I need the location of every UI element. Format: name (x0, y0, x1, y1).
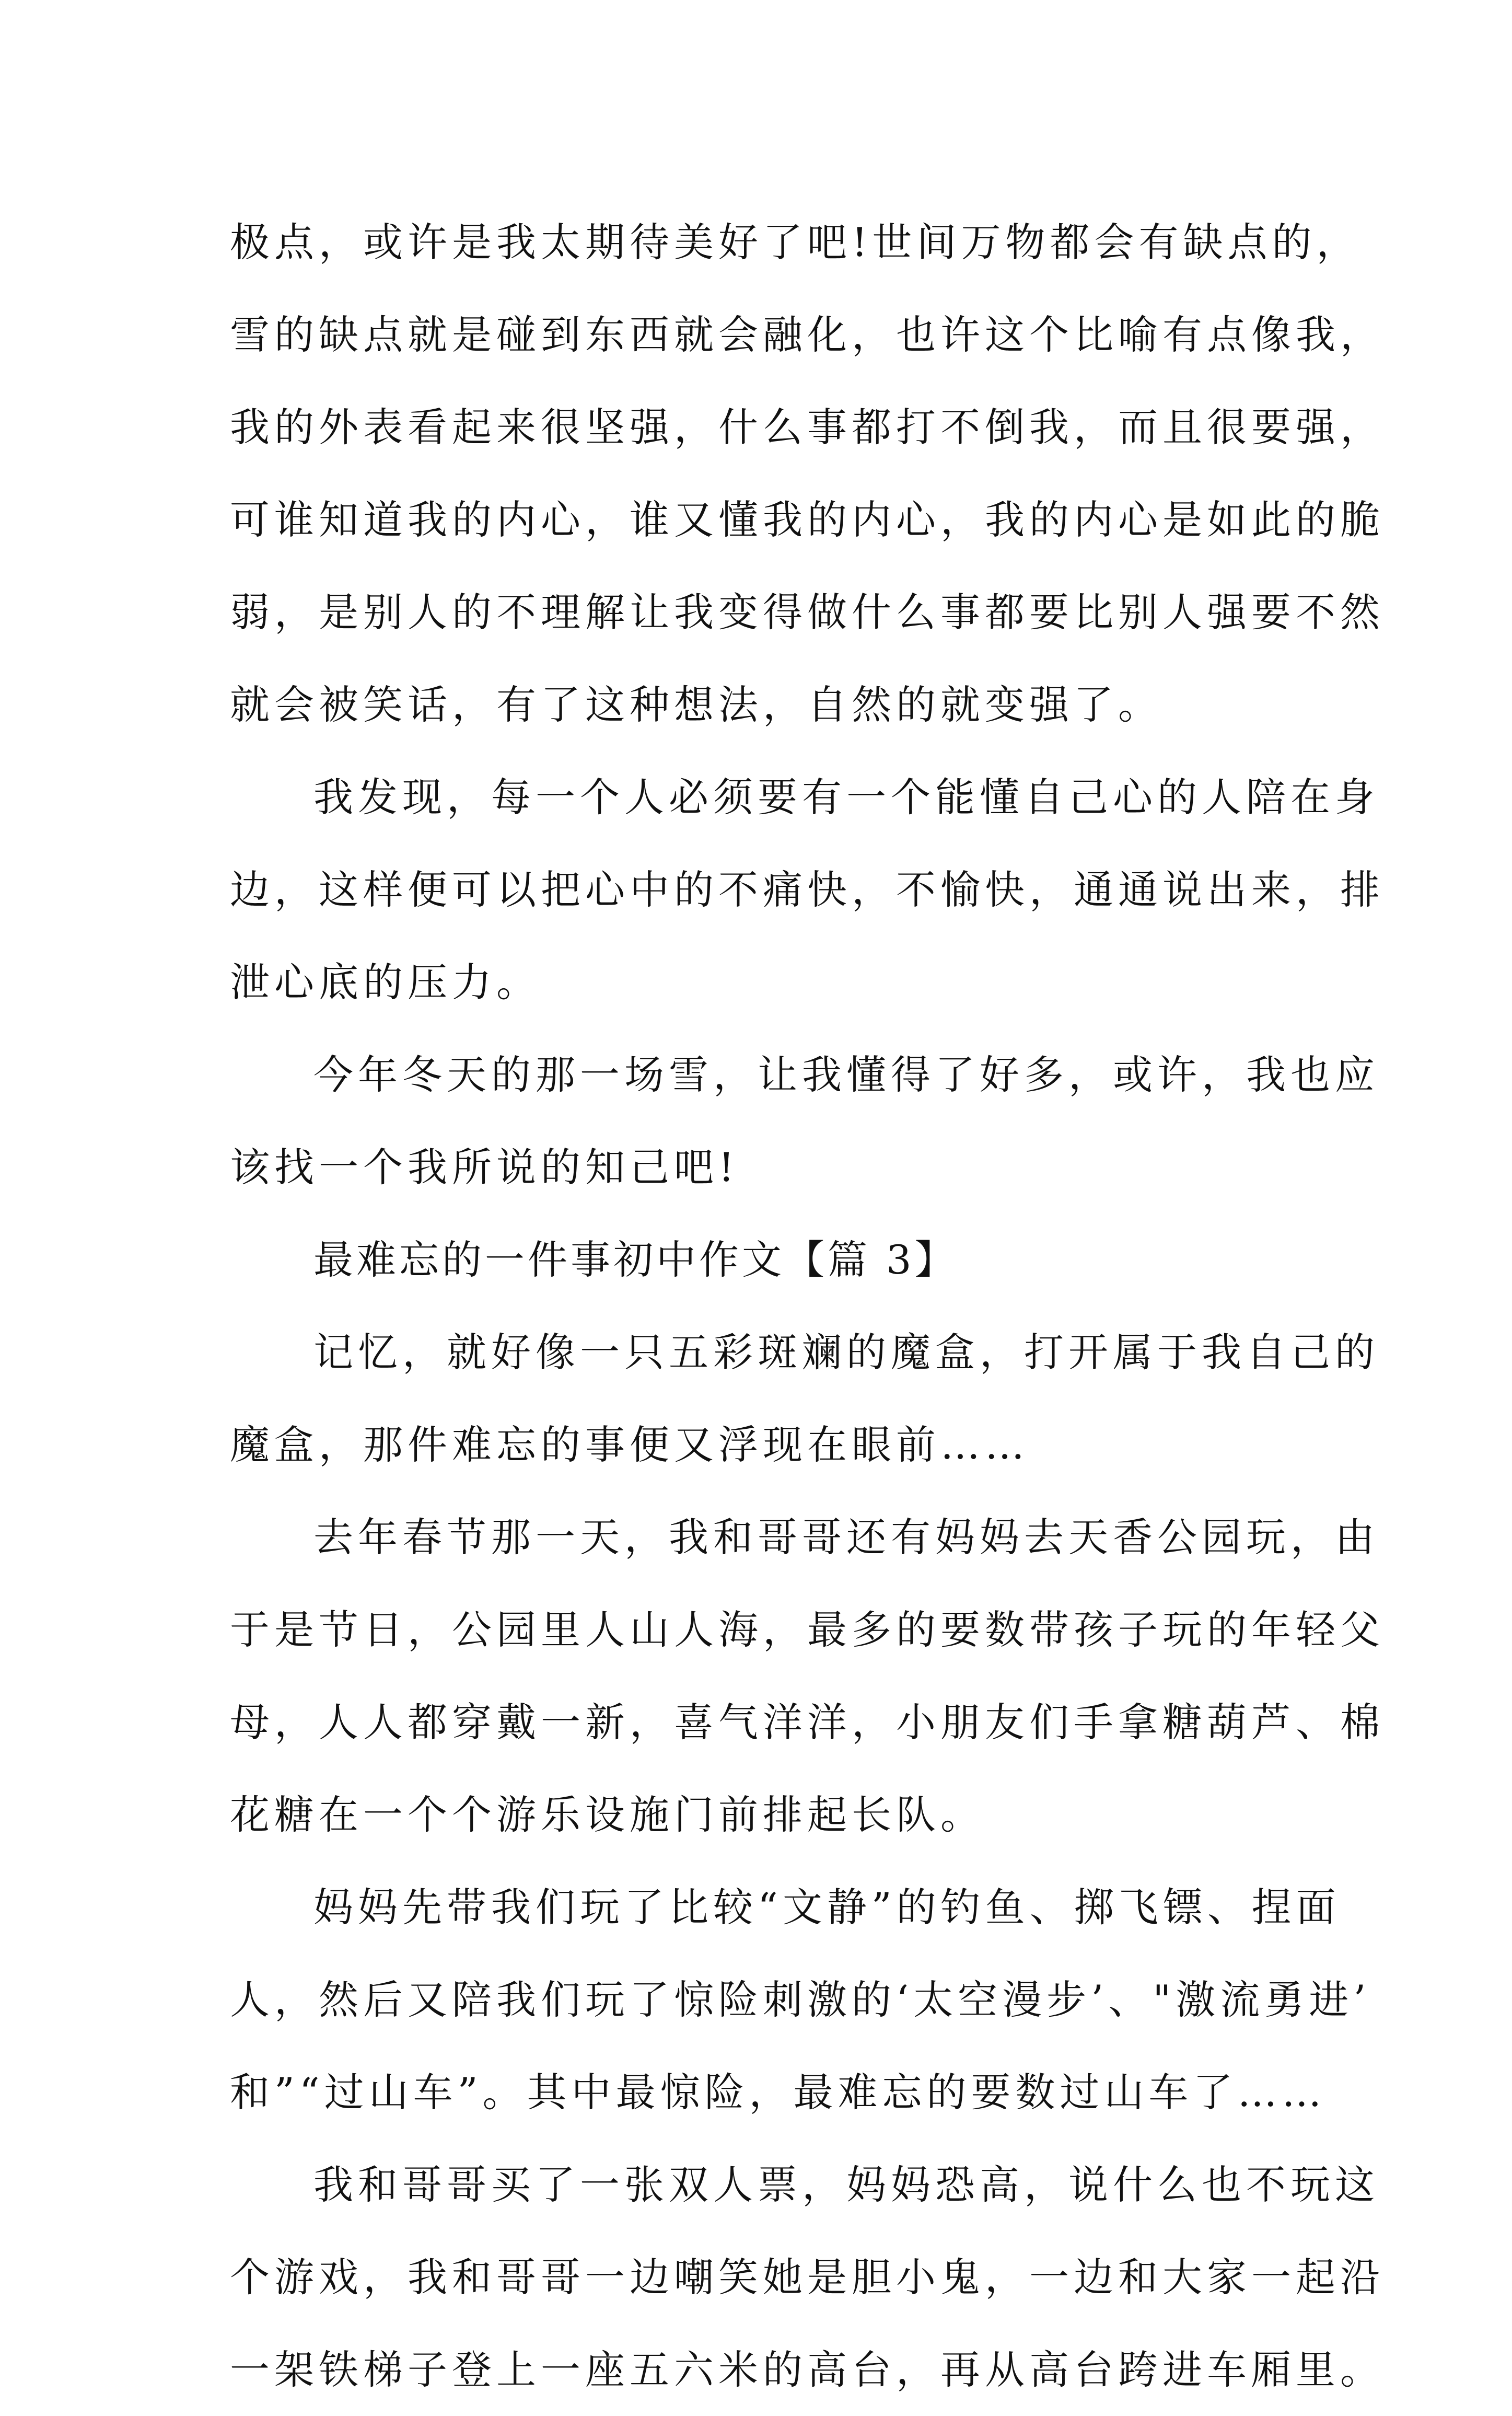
text-line: 一架铁梯子登上一座五六米的高台，再从高台跨进车厢里。 (230, 2346, 1385, 2393)
section-heading: 最难忘的一件事初中作文【篇 3】 (313, 1236, 958, 1283)
essay-text (230, 196, 1385, 2416)
text-line: 和”“过山车”。其中最惊险，最难忘的要数过山车了…… (230, 2069, 1327, 2116)
text-line: 雪的缺点就是碰到东西就会融化，也许这个比喻有点像我， (230, 311, 1385, 358)
text-line: 泄心底的压力。 (230, 959, 541, 1005)
paragraph-first-line: 去年春节那一天，我和哥哥还有妈妈去天香公园玩，由 (313, 1514, 1379, 1560)
text-line: 极点，或许是我太期待美好了吧!世间万物都会有缺点的， (230, 219, 1361, 265)
text-line: 该找一个我所说的知己吧! (230, 1144, 739, 1190)
text-line: 可谁知道我的内心，谁又懂我的内心，我的内心是如此的脆 (230, 496, 1385, 543)
paragraph-first-line: 记忆，就好像一只五彩斑斓的魔盒，打开属于我自己的 (313, 1329, 1379, 1375)
text-line: 弱，是别人的不理解让我变得做什么事都要比别人强要不然 (230, 589, 1385, 635)
text-line: 花糖在一个个游乐设施门前排起长队。 (230, 1791, 985, 1838)
paragraph-first-line: 妈妈先带我们玩了比较“文静”的钓鱼、掷飞镖、捏面 (313, 1884, 1341, 1931)
paragraph-first-line: 我发现，每一个人必须要有一个能懂自己心的人陪在身 (313, 774, 1379, 820)
text-line: 母，人人都穿戴一新，喜气洋洋，小朋友们手拿糖葫芦、棉 (230, 1699, 1385, 1745)
text-line: 个游戏，我和哥哥一边嘲笑她是胆小鬼，一边和大家一起沿 (230, 2254, 1385, 2301)
text-line: 边，这样便可以把心中的不痛快，不愉快，通通说出来，排 (230, 866, 1385, 913)
paragraph-first-line: 今年冬天的那一场雪，让我懂得了好多，或许，我也应 (313, 1051, 1379, 1098)
text-line: 就会被笑话，有了这种想法，自然的就变强了。 (230, 681, 1162, 728)
text-line: 我的外表看起来很坚强，什么事都打不倒我，而且很要强， (230, 404, 1385, 450)
text-line: 于是节日，公园里人山人海，最多的要数带孩子玩的年轻父 (230, 1606, 1385, 1653)
paragraph-first-line: 我和哥哥买了一张双人票，妈妈恐高，说什么也不玩这 (313, 2161, 1379, 2208)
text-line: 人，然后又陪我们玩了惊险刺激的‘太空漫步’、"激流勇进’ (230, 1976, 1371, 2023)
text-line: 魔盒，那件难忘的事便又浮现在眼前…… (230, 1421, 1029, 1468)
